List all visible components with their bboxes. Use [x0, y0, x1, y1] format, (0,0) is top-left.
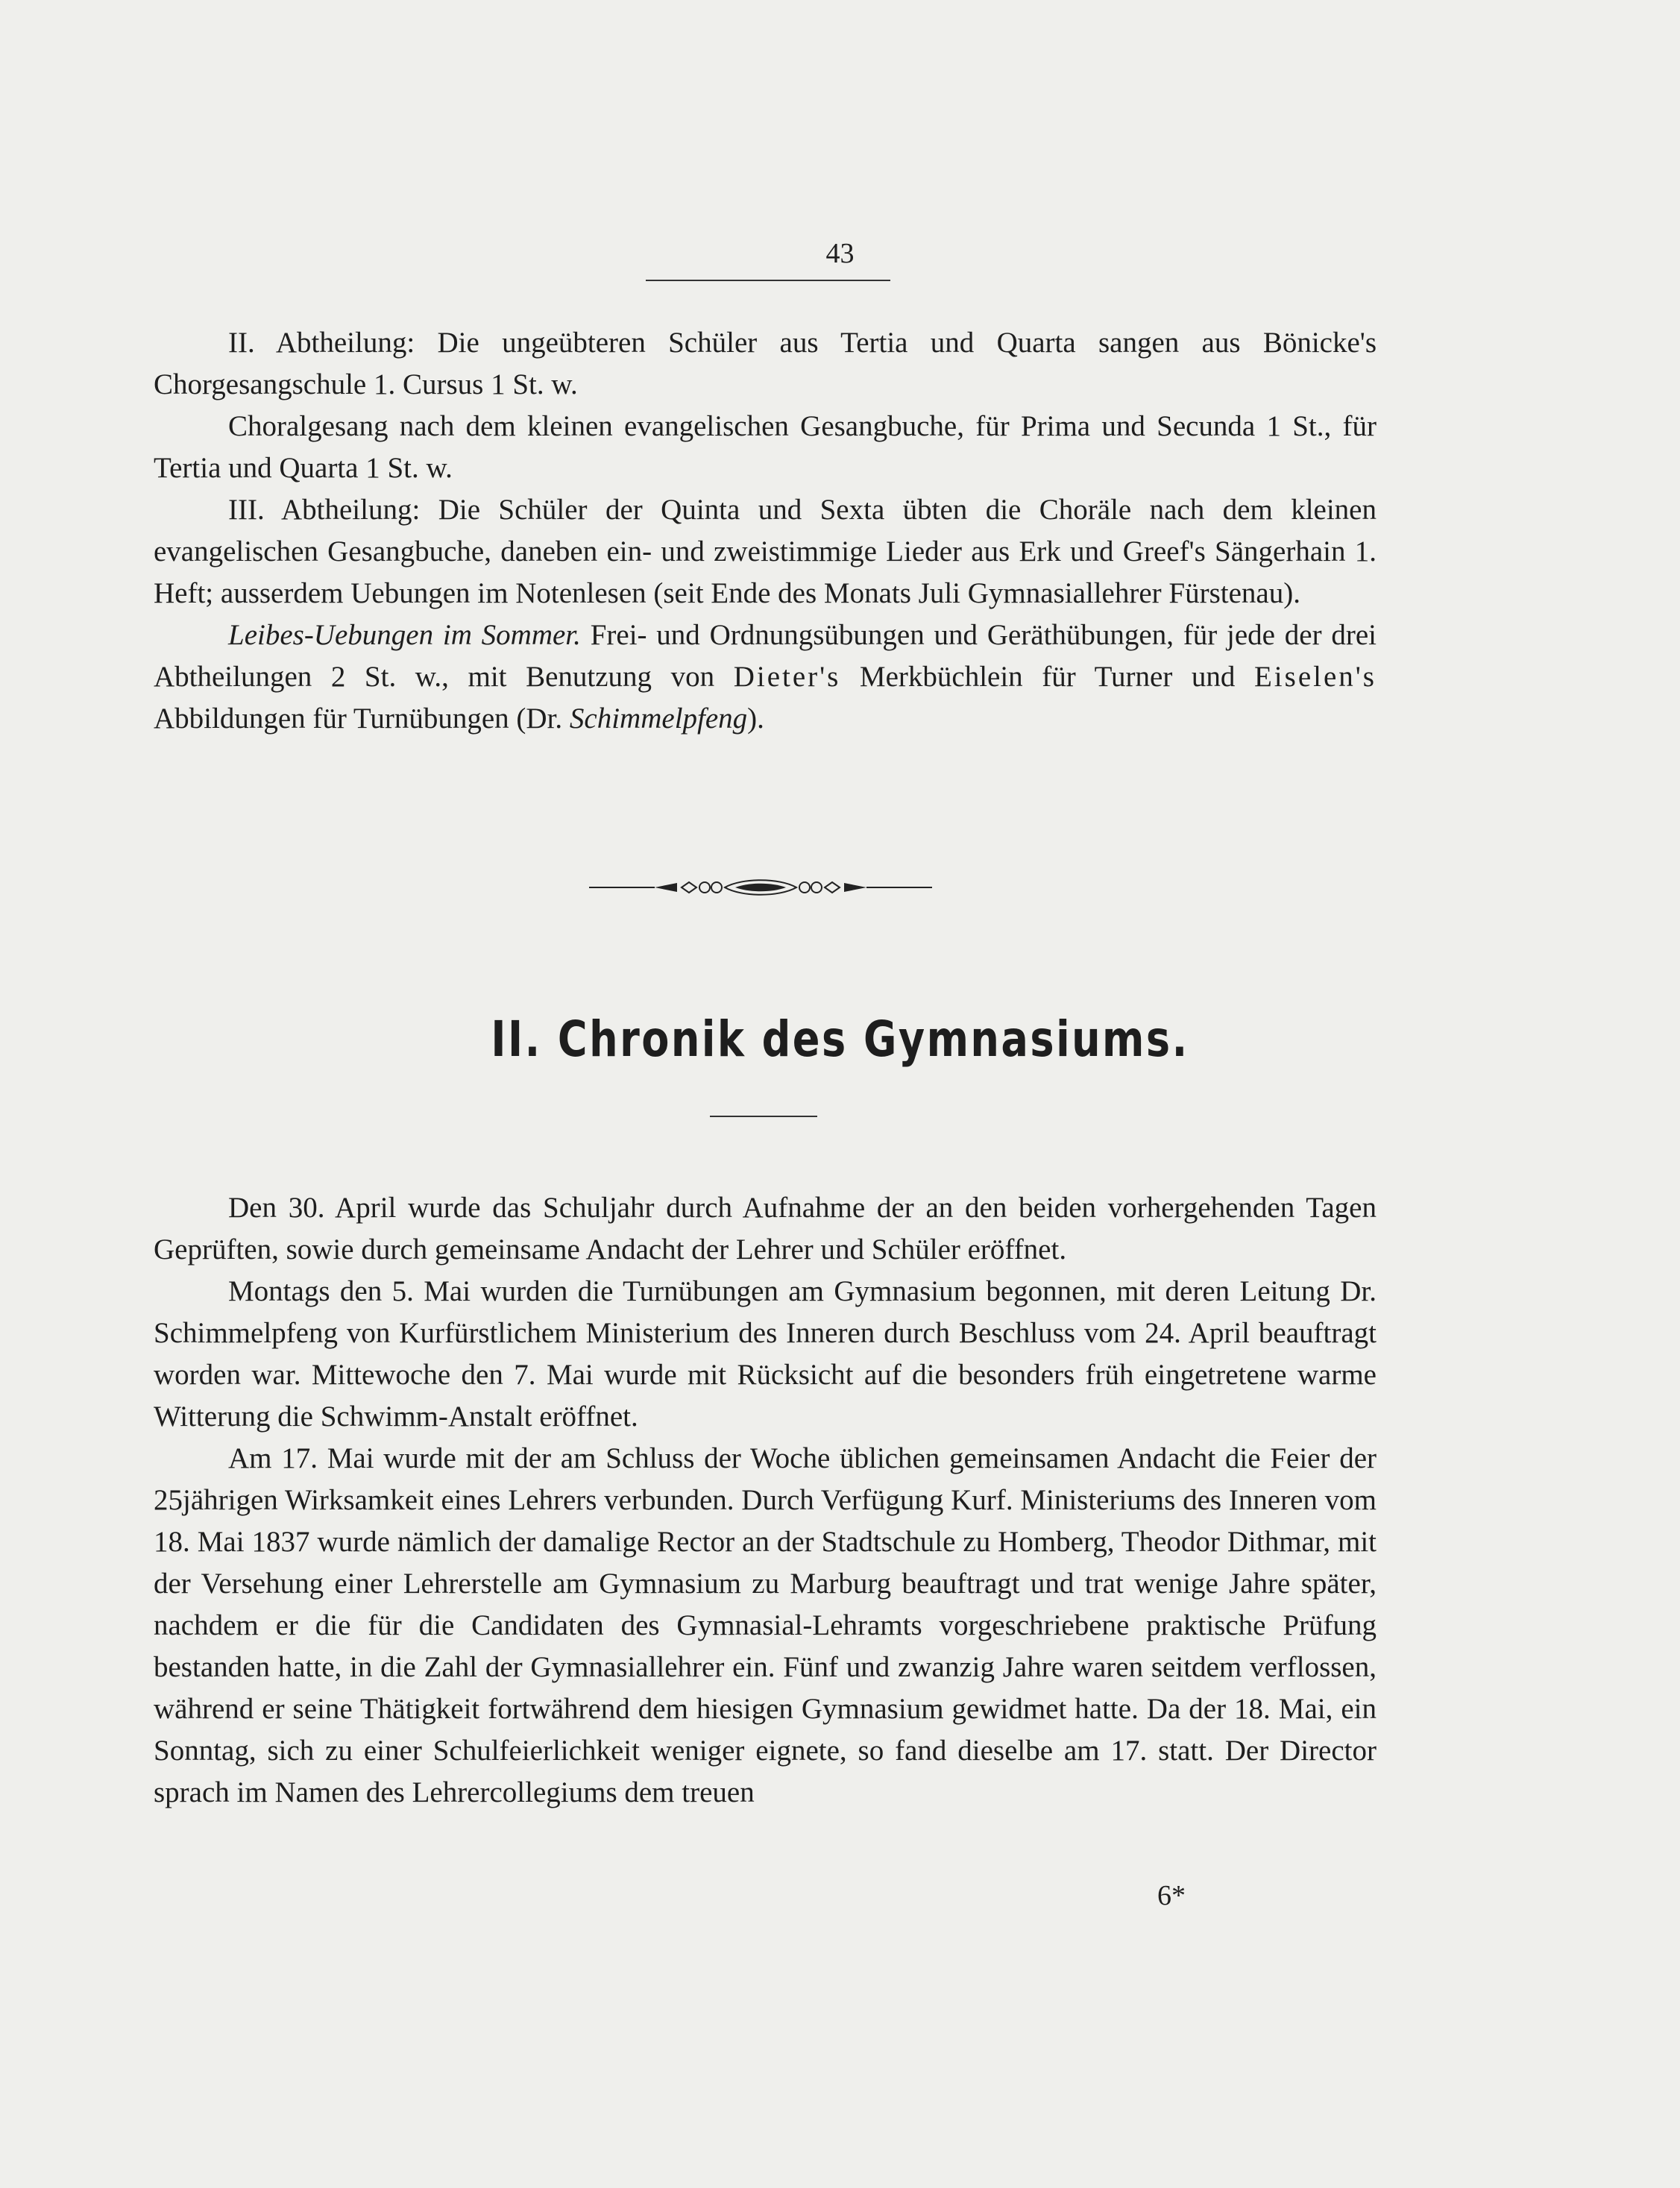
gymnastics-text-a: Frei- und Ordnungsübungen und Geräthübungen, für jede der drei Abtheilungen 2 St. w., mit Benutzung von: [154, 619, 1377, 693]
teacher-name: Schimmelpfeng: [569, 702, 748, 735]
gymnastics-text-b: Merkbüchlein für Turner und: [840, 661, 1254, 693]
header-rule: [646, 280, 890, 281]
paragraph-gymnastics-start: Montags den 5. Mai wurden die Turnübungen am Gymnasium begonnen, mit deren Leitung Dr. Schimmelpfeng von Kurfürstlichem Ministerium des Inneren durch Beschluss vom 24. April beauftragt worden war. Mittewoche den 7. Mai wurde mit Rücksicht auf die besonders früh eingetretene warme Witterung die Schwimm-Anstalt eröffnet.: [154, 1275, 1377, 1433]
paragraph-chorale: Choralgesang nach dem kleinen evangelischen Gesangbuche, für Prima und Secunda 1 St., für Tertia und Quarta 1 St. w.: [154, 410, 1377, 484]
paragraph-choir-2: II. Abtheilung: Die ungeübteren Schüler aus Tertia und Quarta sangen aus Bönicke's Chorgesangschule 1. Cursus 1 St. w.: [154, 327, 1377, 400]
title-rule: [710, 1116, 817, 1117]
section-2-text: [154, 1187, 1377, 1814]
gymnastics-text-d: ).: [747, 702, 764, 735]
author-eiselen: Eiselen's: [1253, 661, 1377, 693]
gymnastics-text-c: Abbildungen für Turnübungen (Dr.: [154, 702, 570, 735]
paragraph-anniversary: Am 17. Mai wurde mit der am Schluss der Woche üblichen gemeinsamen Andacht die Feier der 25jährigen Wirksamkeit eines Lehrers verbunden. Durch Verfügung Kurf. Ministeriums des Inneren vom 18. Mai 1837 wurde nämlich der damalige Rector an der Stadtschule zu Homberg, Theodor Dithmar, mit der Versehung einer Lehrerstelle am Gymnasium zu Marburg beauftragt und trat wenige Jahre später, nachdem er die für die Candidaten des Gymnasial-Lehramts vorgeschriebene praktische Prüfung bestanden hatte, in die Zahl der Gymnasiallehrer ein. Fünf und zwanzig Jahre waren seitdem verflossen, während er seine Thätigkeit fortwährend dem hiesigen Gymnasium gewidmet hatte. Da der 18. Mai, ein Sonntag, sich zu einer Schulfeierlichkeit weniger eignete, so fand dieselbe am 17. statt. Der Director sprach im Namen des Lehrercollegiums dem treuen: [154, 1442, 1377, 1808]
gymnastics-lead: Leibes-Uebungen im Sommer.: [228, 619, 581, 651]
author-dieter: Dieter's: [733, 661, 841, 693]
paragraph-choir-3: III. Abtheilung: Die Schüler der Quinta und Sexta übten die Choräle nach dem kleinen evangelischen Gesangbuche, daneben ein- und zweistimmige Lieder aus Erk und Greef's Sängerhain 1. Heft; ausserdem Uebungen im Notenlesen (seit Ende des Monats Juli Gymnasiallehrer Fürstenau).: [154, 494, 1377, 609]
ornament-divider-icon: [589, 875, 932, 900]
paragraph-school-year: Den 30. April wurde das Schuljahr durch Aufnahme der an den beiden vorhergehenden Tagen Geprüften, sowie durch gemeinsame Andacht der Lehrer und Schüler eröffnet.: [154, 1192, 1377, 1266]
page-number: 43: [825, 238, 855, 269]
chapter-title: II. Chronik des Gymnasiums.: [491, 1010, 1189, 1068]
signature-mark: 6*: [1157, 1880, 1186, 1911]
section-1-text: [154, 322, 1377, 740]
paragraph-gymnastics: [154, 614, 1377, 740]
